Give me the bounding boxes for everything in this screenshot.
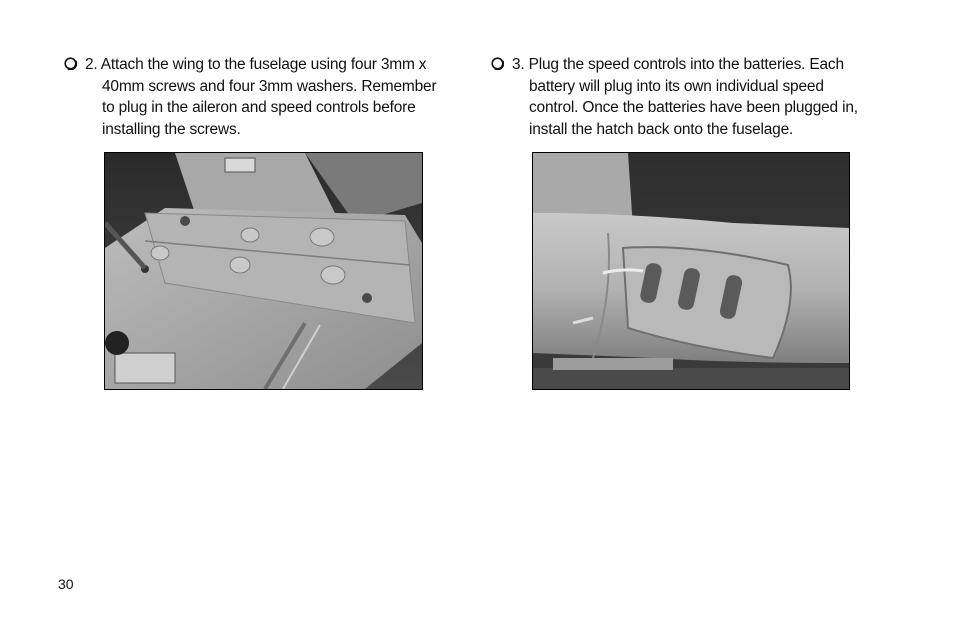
checkbox-circle-icon[interactable] (64, 57, 77, 70)
step-3-line-2: battery will plug into its own individual speed (529, 77, 824, 95)
wing-attachment-photo (104, 152, 423, 390)
step-2-line-4: installing the screws. (102, 120, 241, 138)
step-3-line-3: control. Once the batteries have been plugged in, (529, 99, 858, 116)
step-2-line-3: to plug in the aileron and speed controls before (102, 99, 416, 116)
page-number: 30 (58, 576, 74, 592)
checkbox-circle-icon[interactable] (491, 57, 504, 70)
step-2-line-1: 2. Attach the wing to the fuselage using four 3mm x (85, 56, 427, 73)
battery-hatch-photo (532, 152, 850, 390)
step-3-line-1: 3. Plug the speed controls into the batteries. Each (512, 56, 844, 73)
step-3-line-4: install the hatch back onto the fuselage. (529, 120, 794, 138)
step-2-line-2: 40mm screws and four 3mm washers. Remember (102, 77, 437, 95)
